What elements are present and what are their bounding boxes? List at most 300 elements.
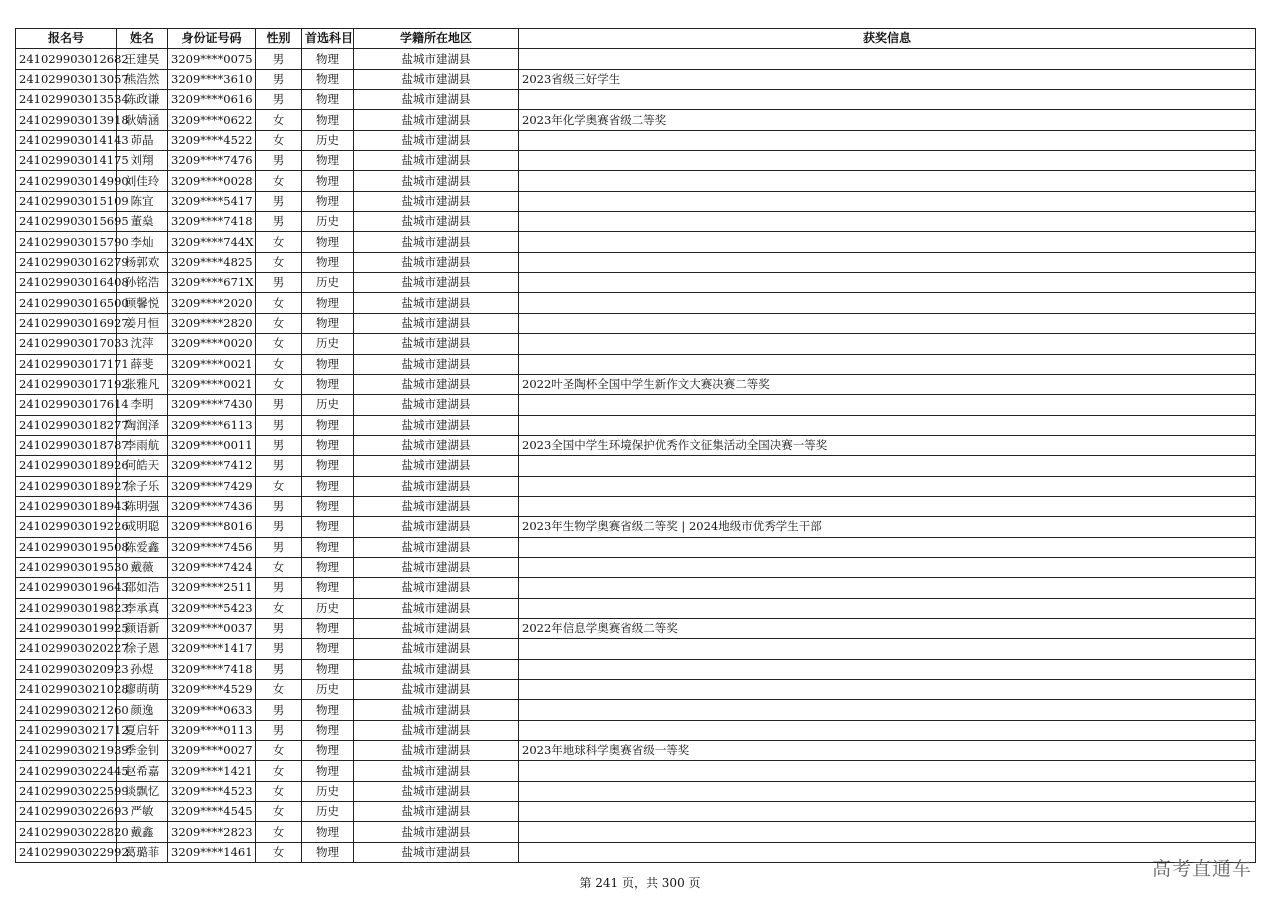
cell-region: 盐城市建湖县 [354, 456, 519, 476]
cell-gender: 男 [256, 456, 302, 476]
cell-reg-no: 241029903016279 [16, 252, 117, 272]
cell-name: 严敏 [117, 802, 168, 822]
cell-id: 3209****7418 [168, 212, 256, 232]
cell-id: 3209****7418 [168, 659, 256, 679]
cell-name: 季金钊 [117, 741, 168, 761]
cell-gender: 男 [256, 720, 302, 740]
table-row [16, 476, 1256, 496]
cell-region: 盐城市建湖县 [354, 273, 519, 293]
cell-region: 盐城市建湖县 [354, 700, 519, 720]
cell-id: 3209****7436 [168, 496, 256, 516]
cell-name: 成明聪 [117, 517, 168, 537]
cell-reg-no: 241029903022820 [16, 822, 117, 842]
cell-gender: 女 [256, 313, 302, 333]
cell-name: 顾馨悦 [117, 293, 168, 313]
cell-id: 3209****8016 [168, 517, 256, 537]
cell-gender: 男 [256, 578, 302, 598]
cell-region: 盐城市建湖县 [354, 395, 519, 415]
cell-region: 盐城市建湖县 [354, 720, 519, 740]
cell-region: 盐城市建湖县 [354, 334, 519, 354]
header-gender: 性别 [256, 29, 302, 49]
cell-awards [519, 334, 1256, 354]
cell-gender: 男 [256, 49, 302, 69]
cell-subject: 物理 [302, 232, 354, 252]
cell-region: 盐城市建湖县 [354, 578, 519, 598]
cell-name: 徐子恩 [117, 639, 168, 659]
cell-id: 3209****4825 [168, 252, 256, 272]
cell-awards [519, 415, 1256, 435]
cell-reg-no: 241029903013918 [16, 110, 117, 130]
cell-gender: 男 [256, 517, 302, 537]
cell-awards [519, 171, 1256, 191]
cell-reg-no: 241029903014175 [16, 151, 117, 171]
cell-name: 赵希嘉 [117, 761, 168, 781]
cell-region: 盐城市建湖县 [354, 130, 519, 150]
cell-id: 3209****7424 [168, 557, 256, 577]
cell-awards [519, 822, 1256, 842]
cell-awards [519, 720, 1256, 740]
cell-id: 3209****7456 [168, 537, 256, 557]
cell-name: 葛璐菲 [117, 842, 168, 862]
cell-region: 盐城市建湖县 [354, 293, 519, 313]
cell-name: 杨郭欢 [117, 252, 168, 272]
table-row [16, 537, 1256, 557]
cell-subject: 物理 [302, 252, 354, 272]
cell-subject: 物理 [302, 761, 354, 781]
cell-id: 3209****0027 [168, 741, 256, 761]
cell-region: 盐城市建湖县 [354, 415, 519, 435]
cell-awards [519, 232, 1256, 252]
cell-subject: 物理 [302, 456, 354, 476]
page-number: 第 241 页，共 300 页 [579, 876, 701, 890]
cell-gender: 男 [256, 191, 302, 211]
cell-name: 李明 [117, 395, 168, 415]
cell-gender: 女 [256, 130, 302, 150]
header-row [16, 29, 1256, 49]
cell-awards [519, 557, 1256, 577]
cell-awards: 2023年生物学奥赛省级二等奖 | 2024地级市优秀学生干部 [519, 517, 1256, 537]
cell-awards [519, 761, 1256, 781]
cell-region: 盐城市建湖县 [354, 517, 519, 537]
cell-gender: 女 [256, 293, 302, 313]
cell-name: 薛斐 [117, 354, 168, 374]
cell-subject: 物理 [302, 354, 354, 374]
cell-gender: 女 [256, 761, 302, 781]
cell-awards [519, 273, 1256, 293]
cell-gender: 女 [256, 802, 302, 822]
table-row [16, 496, 1256, 516]
cell-subject: 物理 [302, 435, 354, 455]
cell-gender: 女 [256, 741, 302, 761]
cell-region: 盐城市建湖县 [354, 476, 519, 496]
cell-id: 3209****3610 [168, 69, 256, 89]
cell-region: 盐城市建湖县 [354, 680, 519, 700]
cell-gender: 男 [256, 395, 302, 415]
cell-subject: 物理 [302, 618, 354, 638]
cell-awards [519, 578, 1256, 598]
table-row [16, 761, 1256, 781]
cell-reg-no: 241029903016408 [16, 273, 117, 293]
cell-id: 3209****0113 [168, 720, 256, 740]
table-row [16, 90, 1256, 110]
cell-awards: 2023全国中学生环境保护优秀作文征集活动全国决赛一等奖 [519, 435, 1256, 455]
cell-reg-no: 241029903019643 [16, 578, 117, 598]
table-row [16, 618, 1256, 638]
cell-region: 盐城市建湖县 [354, 252, 519, 272]
cell-gender: 女 [256, 110, 302, 130]
cell-id: 3209****0633 [168, 700, 256, 720]
cell-id: 3209****5423 [168, 598, 256, 618]
cell-gender: 女 [256, 232, 302, 252]
cell-awards [519, 191, 1256, 211]
cell-awards [519, 476, 1256, 496]
cell-subject: 物理 [302, 171, 354, 191]
cell-reg-no: 241029903018277 [16, 415, 117, 435]
cell-name: 陈宜 [117, 191, 168, 211]
cell-name: 张雅凡 [117, 374, 168, 394]
cell-reg-no: 241029903017192 [16, 374, 117, 394]
cell-awards [519, 49, 1256, 69]
cell-region: 盐城市建湖县 [354, 90, 519, 110]
cell-reg-no: 241029903019530 [16, 557, 117, 577]
cell-awards [519, 130, 1256, 150]
cell-gender: 女 [256, 476, 302, 496]
table-row [16, 110, 1256, 130]
table-row [16, 741, 1256, 761]
cell-gender: 女 [256, 842, 302, 862]
cell-reg-no: 241029903018927 [16, 476, 117, 496]
cell-name: 李雨航 [117, 435, 168, 455]
cell-subject: 历史 [302, 334, 354, 354]
cell-subject: 物理 [302, 517, 354, 537]
cell-subject: 历史 [302, 598, 354, 618]
cell-gender: 男 [256, 90, 302, 110]
cell-subject: 物理 [302, 496, 354, 516]
table-row [16, 517, 1256, 537]
cell-id: 3209****0011 [168, 435, 256, 455]
cell-awards [519, 659, 1256, 679]
cell-awards [519, 151, 1256, 171]
table-row [16, 313, 1256, 333]
cell-subject: 物理 [302, 313, 354, 333]
cell-reg-no: 241029903014143 [16, 130, 117, 150]
cell-region: 盐城市建湖县 [354, 354, 519, 374]
cell-reg-no: 241029903016927 [16, 313, 117, 333]
cell-name: 刘翔 [117, 151, 168, 171]
cell-region: 盐城市建湖县 [354, 639, 519, 659]
cell-region: 盐城市建湖县 [354, 741, 519, 761]
cell-reg-no: 241029903020923 [16, 659, 117, 679]
cell-reg-no: 241029903015109 [16, 191, 117, 211]
cell-name: 夏启轩 [117, 720, 168, 740]
cell-region: 盐城市建湖县 [354, 191, 519, 211]
cell-gender: 女 [256, 598, 302, 618]
header-reg-no: 报名号 [16, 29, 117, 49]
cell-region: 盐城市建湖县 [354, 374, 519, 394]
cell-name: 陈明强 [117, 496, 168, 516]
cell-name: 李承真 [117, 598, 168, 618]
cell-id: 3209****2823 [168, 822, 256, 842]
cell-subject: 历史 [302, 781, 354, 801]
cell-id: 3209****0622 [168, 110, 256, 130]
cell-gender: 女 [256, 334, 302, 354]
cell-gender: 男 [256, 415, 302, 435]
cell-id: 3209****5417 [168, 191, 256, 211]
table-row [16, 680, 1256, 700]
cell-awards [519, 354, 1256, 374]
cell-name: 廖萌萌 [117, 680, 168, 700]
cell-region: 盐城市建湖县 [354, 212, 519, 232]
cell-reg-no: 241029903019226 [16, 517, 117, 537]
cell-name: 李灿 [117, 232, 168, 252]
cell-subject: 历史 [302, 395, 354, 415]
cell-name: 谈飘忆 [117, 781, 168, 801]
table-row [16, 171, 1256, 191]
cell-name: 熊浩然 [117, 69, 168, 89]
cell-id: 3209****4545 [168, 802, 256, 822]
cell-name: 孙煜 [117, 659, 168, 679]
enrollment-table [15, 28, 1256, 863]
table-row [16, 334, 1256, 354]
cell-name: 何皓天 [117, 456, 168, 476]
cell-region: 盐城市建湖县 [354, 598, 519, 618]
cell-subject: 物理 [302, 476, 354, 496]
cell-gender: 男 [256, 151, 302, 171]
cell-subject: 物理 [302, 741, 354, 761]
cell-gender: 男 [256, 639, 302, 659]
cell-region: 盐城市建湖县 [354, 842, 519, 862]
cell-name: 刘佳玲 [117, 171, 168, 191]
cell-region: 盐城市建湖县 [354, 110, 519, 130]
cell-subject: 物理 [302, 537, 354, 557]
cell-awards [519, 293, 1256, 313]
table-row [16, 659, 1256, 679]
cell-reg-no: 241029903013057 [16, 69, 117, 89]
cell-awards: 2022叶圣陶杯全国中学生新作文大赛决赛二等奖 [519, 374, 1256, 394]
cell-gender: 男 [256, 659, 302, 679]
cell-subject: 物理 [302, 578, 354, 598]
cell-name: 戴鑫 [117, 822, 168, 842]
cell-awards [519, 395, 1256, 415]
cell-region: 盐城市建湖县 [354, 537, 519, 557]
cell-id: 3209****4522 [168, 130, 256, 150]
cell-awards [519, 802, 1256, 822]
cell-gender: 女 [256, 252, 302, 272]
table-row [16, 781, 1256, 801]
cell-reg-no: 241029903021028 [16, 680, 117, 700]
cell-reg-no: 241029903022445 [16, 761, 117, 781]
cell-name: 颜逸 [117, 700, 168, 720]
cell-name: 孙铭浩 [117, 273, 168, 293]
cell-awards [519, 252, 1256, 272]
table-row [16, 395, 1256, 415]
table-body [16, 49, 1256, 863]
cell-subject: 物理 [302, 557, 354, 577]
cell-awards [519, 212, 1256, 232]
cell-subject: 物理 [302, 191, 354, 211]
cell-subject: 物理 [302, 639, 354, 659]
cell-subject: 历史 [302, 802, 354, 822]
header-id: 身份证号码 [168, 29, 256, 49]
table-row [16, 273, 1256, 293]
cell-awards [519, 842, 1256, 862]
cell-reg-no: 241029903022599 [16, 781, 117, 801]
table-row [16, 700, 1256, 720]
cell-reg-no: 241029903018787 [16, 435, 117, 455]
cell-name: 耿婧涵 [117, 110, 168, 130]
cell-id: 3209****1417 [168, 639, 256, 659]
cell-region: 盐城市建湖县 [354, 69, 519, 89]
cell-reg-no: 241029903017171 [16, 354, 117, 374]
cell-id: 3209****0021 [168, 354, 256, 374]
cell-reg-no: 241029903021260 [16, 700, 117, 720]
table-row [16, 252, 1256, 272]
cell-region: 盐城市建湖县 [354, 761, 519, 781]
cell-id: 3209****7429 [168, 476, 256, 496]
header-region: 学籍所在地区 [354, 29, 519, 49]
cell-reg-no: 241029903019925 [16, 618, 117, 638]
cell-region: 盐城市建湖县 [354, 557, 519, 577]
cell-name: 陶润泽 [117, 415, 168, 435]
cell-subject: 物理 [302, 720, 354, 740]
cell-gender: 男 [256, 496, 302, 516]
cell-subject: 物理 [302, 842, 354, 862]
cell-id: 3209****0021 [168, 374, 256, 394]
cell-subject: 物理 [302, 90, 354, 110]
cell-gender: 男 [256, 435, 302, 455]
cell-name: 姜月恒 [117, 313, 168, 333]
table-row [16, 212, 1256, 232]
cell-region: 盐城市建湖县 [354, 171, 519, 191]
cell-subject: 物理 [302, 700, 354, 720]
cell-region: 盐城市建湖县 [354, 822, 519, 842]
cell-reg-no: 241029903020227 [16, 639, 117, 659]
table-row [16, 720, 1256, 740]
cell-reg-no: 241029903015790 [16, 232, 117, 252]
cell-reg-no: 241029903016500 [16, 293, 117, 313]
cell-gender: 女 [256, 822, 302, 842]
cell-awards [519, 680, 1256, 700]
cell-region: 盐城市建湖县 [354, 435, 519, 455]
cell-region: 盐城市建湖县 [354, 49, 519, 69]
cell-id: 3209****744X [168, 232, 256, 252]
table-row [16, 802, 1256, 822]
cell-reg-no: 241029903021939 [16, 741, 117, 761]
cell-region: 盐城市建湖县 [354, 802, 519, 822]
cell-subject: 物理 [302, 659, 354, 679]
cell-id: 3209****0028 [168, 171, 256, 191]
header-subject: 首选科目 [302, 29, 354, 49]
cell-reg-no: 241029903018943 [16, 496, 117, 516]
cell-id: 3209****4529 [168, 680, 256, 700]
cell-awards [519, 496, 1256, 516]
cell-id: 3209****1461 [168, 842, 256, 862]
cell-id: 3209****7430 [168, 395, 256, 415]
cell-gender: 男 [256, 700, 302, 720]
cell-subject: 历史 [302, 130, 354, 150]
cell-gender: 男 [256, 537, 302, 557]
cell-awards [519, 598, 1256, 618]
cell-gender: 男 [256, 273, 302, 293]
cell-id: 3209****0037 [168, 618, 256, 638]
cell-gender: 男 [256, 69, 302, 89]
cell-name: 茆晶 [117, 130, 168, 150]
cell-awards [519, 456, 1256, 476]
cell-gender: 女 [256, 171, 302, 191]
cell-awards [519, 537, 1256, 557]
cell-id: 3209****7412 [168, 456, 256, 476]
table-row [16, 293, 1256, 313]
cell-id: 3209****0075 [168, 49, 256, 69]
cell-reg-no: 241029903014990 [16, 171, 117, 191]
cell-reg-no: 241029903018926 [16, 456, 117, 476]
cell-name: 董燊 [117, 212, 168, 232]
cell-gender: 男 [256, 212, 302, 232]
cell-id: 3209****2511 [168, 578, 256, 598]
table-row [16, 49, 1256, 69]
cell-subject: 物理 [302, 110, 354, 130]
cell-awards: 2023省级三好学生 [519, 69, 1256, 89]
cell-reg-no: 241029903022693 [16, 802, 117, 822]
table-row [16, 130, 1256, 150]
cell-gender: 女 [256, 680, 302, 700]
cell-subject: 物理 [302, 822, 354, 842]
cell-subject: 物理 [302, 293, 354, 313]
table-row [16, 232, 1256, 252]
cell-reg-no: 241029903019508 [16, 537, 117, 557]
cell-reg-no: 241029903013534 [16, 90, 117, 110]
cell-gender: 女 [256, 374, 302, 394]
cell-gender: 女 [256, 354, 302, 374]
cell-awards [519, 781, 1256, 801]
table-row [16, 374, 1256, 394]
cell-id: 3209****1421 [168, 761, 256, 781]
cell-id: 3209****671X [168, 273, 256, 293]
cell-id: 3209****4523 [168, 781, 256, 801]
table-row [16, 415, 1256, 435]
cell-region: 盐城市建湖县 [354, 659, 519, 679]
cell-reg-no: 241029903019823 [16, 598, 117, 618]
header-name: 姓名 [117, 29, 168, 49]
cell-name: 王建昊 [117, 49, 168, 69]
cell-awards [519, 90, 1256, 110]
cell-awards: 2022年信息学奥赛省级二等奖 [519, 618, 1256, 638]
cell-name: 戴薇 [117, 557, 168, 577]
cell-name: 徐子乐 [117, 476, 168, 496]
table-row [16, 354, 1256, 374]
cell-subject: 物理 [302, 49, 354, 69]
cell-id: 3209****2020 [168, 293, 256, 313]
cell-name: 陈政谦 [117, 90, 168, 110]
table-row [16, 191, 1256, 211]
cell-awards: 2023年化学奥赛省级二等奖 [519, 110, 1256, 130]
cell-reg-no: 241029903012682 [16, 49, 117, 69]
cell-region: 盐城市建湖县 [354, 618, 519, 638]
table-row [16, 456, 1256, 476]
cell-name: 陈爱鑫 [117, 537, 168, 557]
cell-awards [519, 639, 1256, 659]
cell-subject: 物理 [302, 374, 354, 394]
cell-awards [519, 700, 1256, 720]
cell-name: 邵如浩 [117, 578, 168, 598]
table-row [16, 69, 1256, 89]
table-row [16, 822, 1256, 842]
cell-region: 盐城市建湖县 [354, 496, 519, 516]
table-row [16, 578, 1256, 598]
table-row [16, 435, 1256, 455]
cell-subject: 历史 [302, 680, 354, 700]
table-row [16, 639, 1256, 659]
